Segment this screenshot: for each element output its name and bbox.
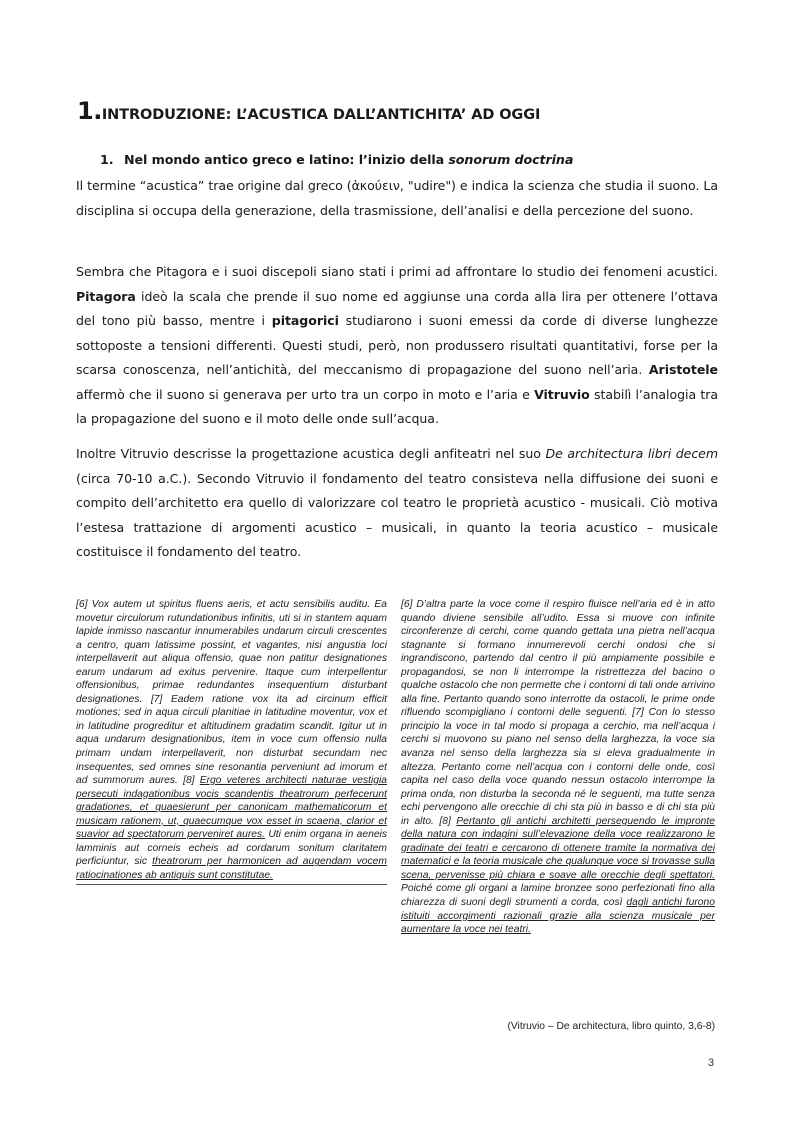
text-run: pitagorici [271,313,339,328]
text-run: stabilì l’analogia tra la propagazione del suono e il moto delle onde sull’acqua. [76,386,718,426]
paragraph-pythagoras [76,260,718,432]
latin-footnote [76,598,387,885]
text-run: ideò la scala che prende il suo nome ed aggiunse una corda alla lira per ottenere l’ottava del tono più basso, mentre i [76,288,718,328]
italian-footnote-text [401,598,715,937]
italian-translation-footnote [401,598,715,937]
section-heading [100,152,573,167]
text-run: Sembra che Pitagora e i suoi discepoli siano stati i primi ad affrontare lo studio dei fenomeni acustici. [76,264,718,279]
text-run: Ergo veteres architecti naturae vestigia persecuti indagationibus vocis scandentis theatrorum perfecerunt gradationes, et quaesierunt per canonicam mathematicorum et musicam rationem, ut, quaecumque vox esset in scaena, clarior et suavior ad spectatorum perveniret aures. [76,775,388,841]
section-number: 1. [100,152,114,167]
text-run: Uti enim organa in aeneis lamminis aut corneis echeis ad cordarum sonitum claritatem perficiuntur, sic [76,829,387,868]
page-number: 3 [708,1057,715,1069]
text-run: Pertanto gli antichi architetti perseguendo le impronte della natura con indagini sull’elevazione della voce realizzarono le gradinate dei teatri e cercarono di ottenere tramite la normativa dei matematici e la teoria musicale che qualunque voce si trovasse sulla scena, pervenisse più chiara e soave alle orecchie degli spettatori. [401,815,715,881]
text-run: Vitruvio [534,386,590,402]
text-run: Poiché come gli organi a lamine bronzee sono perfezionati fino alla chiarezza di suoni degli strumenti a corda, così [401,883,715,909]
text-run: studiarono i suoni emessi da corde di diverse lunghezze sottoposte a tensioni differenti. Questi studi, però, non produssero risultati quantitativi, forse per la scarsa conoscenza, nell’antichità, del meccanismo di propagazione del suono nell’aria. [76,313,718,377]
latin-footnote-text [76,598,387,882]
section-title: Nel mondo antico greco e latino: l’inizio della [124,152,449,167]
section-title-italic: sonorum doctrina [448,152,574,167]
footnote-rule [76,884,387,885]
chapter-heading [77,97,737,125]
text-run: (circa 70-10 a.C.). Secondo Vitruvio il fondamento del teatro consisteva nella diffusione dei suoni e compito dell’architetto era quello di valorizzare col teatro le proprietà acustico - musicali. Ciò motiva l’estesa trattazione di argomenti acustico – musicali, in quanto la teoria acustico – musicale costituisce il fondamento del teatro. [76,470,718,559]
text-run: affermò che il suono si generava per urto tra un corpo in moto e l’aria e [76,386,535,402]
chapter-title: INTRODUZIONE: L’ACUSTICA DALL’ANTICHITA’ AD OGGI [101,107,541,123]
text-run: Inoltre Vitruvio descrisse la progettazione acustica degli anfiteatri nel suo [76,446,546,461]
paragraph-etymology: Il termine “acustica” trae origine dal greco (ἀκούειν, "udire") e indica la scienza che studia il suono. La disciplina si occupa della generazione, della trasmissione, dell’analisi e della percezione del suono. [76,178,718,218]
chapter-number: 1. [77,97,102,125]
text-run: [6] D’altra parte la voce come il respiro fluisce nell’aria ed è in atto quando diviene sensibile all’udito. Essa si muove con infinite circonferenze di cerchi, come quando gettata una pietra nell’acqua stagnante si formano innumerevoli cerchi ondosi che si ingrandiscono, partendo dal centro il più ampiamente possibile e propagandosi, se non li interrompe la ristrettezza del bacino o qualche ostacolo che non permette che i contorni di tali onde arrivino alla fine. Pertanto quando sono interrotte da ostacoli, le prime onde rifluendo scompigliano i contorni delle seguenti. [7] Con lo stesso principio la voce in tal modo si propaga a cerchio, ma nell’acqua i cerchi si muovono su piano nel senso della larghezza, la voce sia avanza nel senso della larghezza sia si eleva gradualmente in altezza. Pertanto come nell’acqua con i contorni delle onde, così capita nel caso della voce quando nessun ostacolo interrompe la prima onda, non disturba la seconda né le seguenti, ma tutte senza echi pervengono alle orecchie di chi sta più in basso e di chi sta più in alto. [8] [401,599,715,827]
paragraph-vitruvius [76,442,718,565]
text-run: De architectura libri decem [545,446,719,461]
text-run: Aristotele [648,362,718,377]
text-run: dagli antichi furono istituiti accorgimenti razionali grazie alla scienza musicale per aumentare la voce nei teatri. [401,897,715,936]
citation: (Vitruvio – De architectura, libro quinto, 3,6-8) [507,1021,715,1032]
text-run: [6] Vox autem ut spiritus fluens aeris, et actu sensibilis auditu. Ea movetur circulorum rutundationibus infinitis, uti si in stantem aquam lapide inmisso nascantur innumerabiles undarum circuli crescentes a centro, quam latissime possint, et vagantes, nisi angustia loci interpellaverit aut aliqua offensio, quae non patitur designationes earum undarum ad exitus pervenire. Itaque cum interpellentur offensionibus, primae redundantes insequentium disturbant designationes. [7] Eadem ratione vox ita ad circinum efficit motiones; sed in aqua circuli planitiae in latitudine moventur, vox et in latitudine progreditur et altitudinem gradatim scandit. Igitur ut in aqua undarum designationibus, item in voce cum offensio nulla primam undam interpellaverit, non disturbat secundam nec insequentes, sed omnes sine resonantia perveniunt ad imorum et ad summorum aures. [8] [76,599,387,787]
text-run: theatrorum per harmonicen ad augendam vocem ratiocinationes ab antiquis sunt constitutae. [76,856,387,881]
text-run: Pitagora [76,288,136,304]
